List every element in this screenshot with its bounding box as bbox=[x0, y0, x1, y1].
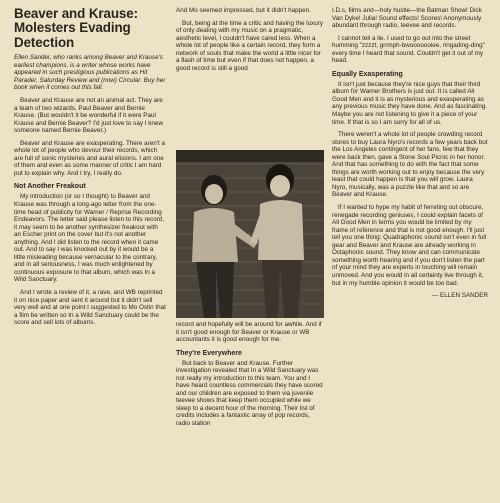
column-2-top bbox=[176, 7, 324, 77]
subheading-theyre-everywhere: They're Everywhere bbox=[176, 349, 242, 357]
subheading-equally-exasperating: Equally Exasperating bbox=[332, 70, 403, 78]
column-1 bbox=[14, 7, 166, 332]
paragraph: I.D.s, films and—holy hustle—the Batman Show! Dick Van Dyke! Julia! Sound effects! Scores! Anonymously abundant through radio, teevee and records. bbox=[332, 7, 482, 30]
author-intro: Ellen Sander, who ranks among Beaver and Krause's earliest champions, is a writer whose works have appeared in such prestigious publications as Hit Parader, Saturday Review and (now) Circular. Buy her book when it comes out this fall. bbox=[14, 54, 166, 92]
column-2-bottom bbox=[176, 321, 324, 433]
paragraph: It isn't just because they're nice guys that their third album for Warner Brothers is just out. It is called All Good Men and it is as mysterious and exasperating as any previous music they have done. And as fascinating. Maybe you are not listening to give it a piece of your time. If that is so I am sorry for all of us. bbox=[332, 80, 488, 126]
paragraph: My introduction (or so I thought) to Beaver and Krause was through a long-ago letter from the one-time head of publicity for Warner / Reprise Recording Endeavors. The letter said please listen to this record, it may seem to be another synthesizer freakout with an Escher print on the cover but it's not another anything. And I did listen to the record when it came out. And to say I was knocked out by it would be a little misleading because vernacular to the contrary, and in all seriousness, I was much enlightened by continuous exposure to that album, which was In a Wild Sanctuary. bbox=[14, 193, 165, 284]
paragraph: But, being at the time a critic and having the luxury of only dealing with my music on a pragmatic, aesthetic level, I couldn't have cared less. When a whole lot of people like a certain record, they form a network of souls that make the world a little nicer for a flash of time but even if that does not happen, a good record is still a good bbox=[176, 19, 324, 72]
column-3 bbox=[332, 7, 488, 305]
subheading-not-another-freakout: Not Another Freakout bbox=[14, 183, 86, 191]
paragraph: Beaver and Krause are exasperating. There aren't a whole lot of people who devour their records, which are full of sonic mysteries and aural elisions. I am one of them and even as some manner of critic I am hard put to explain why. And I try, I really do. bbox=[14, 139, 165, 177]
photo-beaver-and-krause bbox=[176, 150, 324, 318]
paragraph: If I wanted to hype my habit of ferreting out obscure, renegade recording geniuses, I could explain facets of All Good Men in terms you would be limited by my frame of reference and that is not good enough. I'll just tell you one thing: Quadraphonic sound isn't even in full gear and Beaver and Krause are already working in Octaphonic sound. They know and can communicate something worth hearing and if you don't listen the part of your mind they are experts in touching will remain unmoved. And you would in all certainty live through it, but in my humble opinion it would be too bad. bbox=[332, 204, 487, 287]
paragraph: But back to Beaver and Krause. Further investigation revealed that In a Wild Sanctuary was not really my introduction to this team. You and I have heard countless commercials they have scored and our children are exposed to them via juvenile teevee shows that keep them occupied while we sleep to a decent hour of the morning. Their list of credits includes a fantastic array of pop records, radio station bbox=[176, 359, 323, 428]
paragraph: I cannot tell a lie. I used to go out into the street humming "zzzzt, grrmph-bwooooooiee, ringading-ding" every time I heard that sound. Couldn't get it out of my head. bbox=[332, 34, 485, 65]
photo-illustration bbox=[176, 150, 324, 318]
paragraph: And I wrote a review of it, a rave, and WB reprinted it on nice paper and sent it around but it didn't sell very well and at one point I suggested to Mo Ostin that a film be written so In a Wild Sanctuary could be the score and sell lots of albums. bbox=[14, 288, 166, 327]
paragraph: record and hopefully will be around for awhile. And if it isn't good enough for Beaver or Krause or WB accountants it is good enough for me. bbox=[176, 321, 322, 344]
byline-signature: — ELLEN SANDER bbox=[432, 292, 488, 300]
article-title: Beaver and Krause: Molesters Evading Detection bbox=[14, 6, 138, 50]
paragraph: Beaver and Krause are not an animal act. They are a team of two wizards, Paul Beaver and Bernie Krause. (But wouldn't it be wonderful if it were Paul Krause and Bernie Beaver? I'd just love to say I knew someone named Bernie Beaver.) bbox=[14, 96, 163, 135]
paragraph: And Mo seemed impressed, but it didn't happen. bbox=[176, 7, 311, 14]
paragraph: There weren't a whole lot of people crowding record stores to buy Laura Nyro's records a few years back but the Los Angeles contingent of her fans, few that they were back then, gave a Stone Soul Picnic in her honor. And that has something to do with the fact that some things are worth working out to enjoy because the very least that could happen is that you will grow. Laura Nyro, musically, was a puzzle like that and so are Beaver and Krause. bbox=[332, 131, 488, 199]
